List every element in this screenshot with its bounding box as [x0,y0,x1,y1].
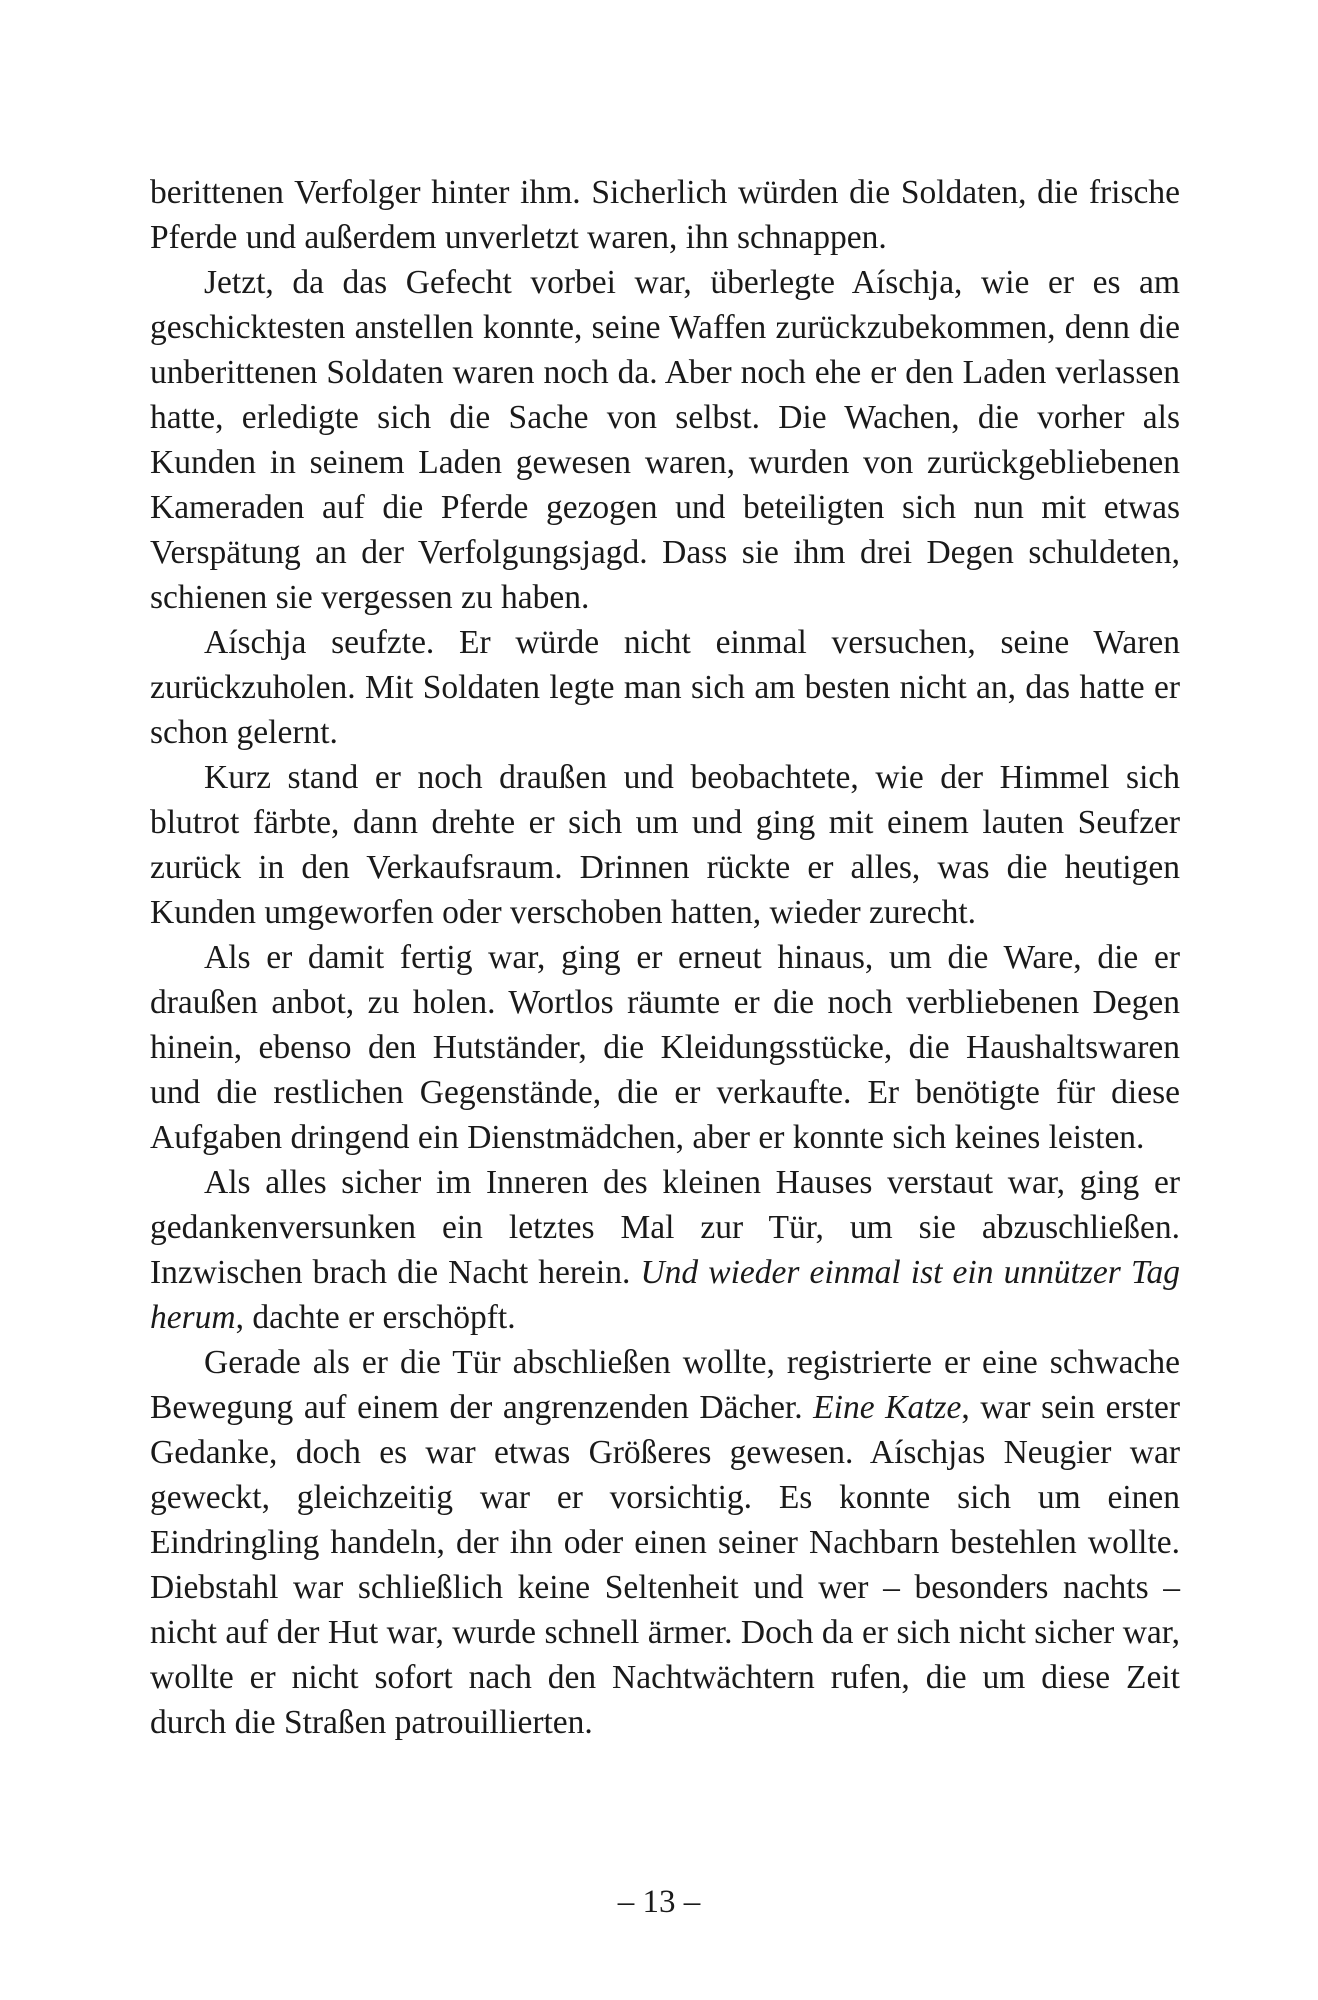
paragraph [150,1160,1180,1340]
paragraph-text: Als er damit fertig war, ging er erneut hinaus, um die Ware, die er draußen anbot, zu holen. Wortlos räumte er die noch verbliebenen Degen hinein, ebenso den Hutständer, die Kleidungsstücke, die Haushaltswaren und die restlichen Gegenstände, die er verkaufte. Er benötigte für diese Aufgaben dringend ein Dienstmädchen, aber er konnte sich keines leisten. [150,939,1180,1156]
page-body-text [150,170,1180,1745]
italic-thought: Und wieder einmal ist ein unnützer Tag herum [150,1254,1180,1336]
paragraph-text: Kurz stand er noch draußen und beobachtete, wie der Himmel sich blutrot färbte, dann drehte er sich um und ging mit einem lauten Seufzer zurück in den Verkaufsraum. Drinnen rückte er alles, was die heutigen Kunden umgeworfen oder verschoben hatten, wieder zurecht. [150,759,1180,931]
italic-thought: Eine Katze [813,1389,962,1426]
paragraph [150,935,1180,1160]
paragraph [150,1340,1180,1745]
paragraph-text: berittenen Verfolger hinter ihm. Sicherlich würden die Soldaten, die frische Pferde und außerdem unverletzt waren, ihn schnappen. [150,174,1180,256]
paragraph-text: Gerade als er die Tür abschließen wollte, registrierte er eine schwache Bewegung auf einem der angrenzenden Dächer. [150,1344,1180,1426]
page-number: – 13 – [617,1884,701,1920]
paragraph [150,170,1180,260]
paragraph [150,620,1180,755]
paragraph-text: , dachte er erschöpft. [235,1299,516,1336]
paragraph-text: Als alles sicher im Inneren des kleinen Hauses verstaut war, ging er gedankenversunken ein letztes Mal zur Tür, um sie abzuschließen. Inzwischen brach die Nacht herein. [150,1164,1180,1291]
paragraph-text: , war sein erster Gedanke, doch es war etwas Größeres gewesen. Aíschjas Neugier war geweckt, gleichzeitig war er vorsichtig. Es konnte sich um einen Eindringling handeln, der ihn oder einen seiner Nachbarn bestehlen wollte. Diebstahl war schließlich keine Seltenheit und wer – besonders nachts – nicht auf der Hut war, wurde schnell ärmer. Doch da er sich nicht sicher war, wollte er nicht sofort nach den Nachtwächtern rufen, die um diese Zeit durch die Straßen patrouillierten. [150,1389,1180,1741]
paragraph-text: Jetzt, da das Gefecht vorbei war, überlegte Aíschja, wie er es am geschicktesten anstellen konnte, seine Waffen zurückzubekommen, denn die unberittenen Soldaten waren noch da. Aber noch ehe er den Laden verlassen hatte, erledigte sich die Sache von selbst. Die Wachen, die vorher als Kunden in seinem Laden gewesen waren, wurden von zurückgebliebenen Kameraden auf die Pferde gezogen und beteiligten sich nun mit etwas Verspätung an der Verfolgungsjagd. Dass sie ihm drei Degen schuldeten, schienen sie vergessen zu haben. [150,264,1180,616]
paragraph [150,260,1180,620]
paragraph-text: Aíschja seufzte. Er würde nicht einmal versuchen, seine Waren zurückzuholen. Mit Soldaten legte man sich am besten nicht an, das hatte er schon gelernt. [150,624,1180,751]
paragraph [150,755,1180,935]
